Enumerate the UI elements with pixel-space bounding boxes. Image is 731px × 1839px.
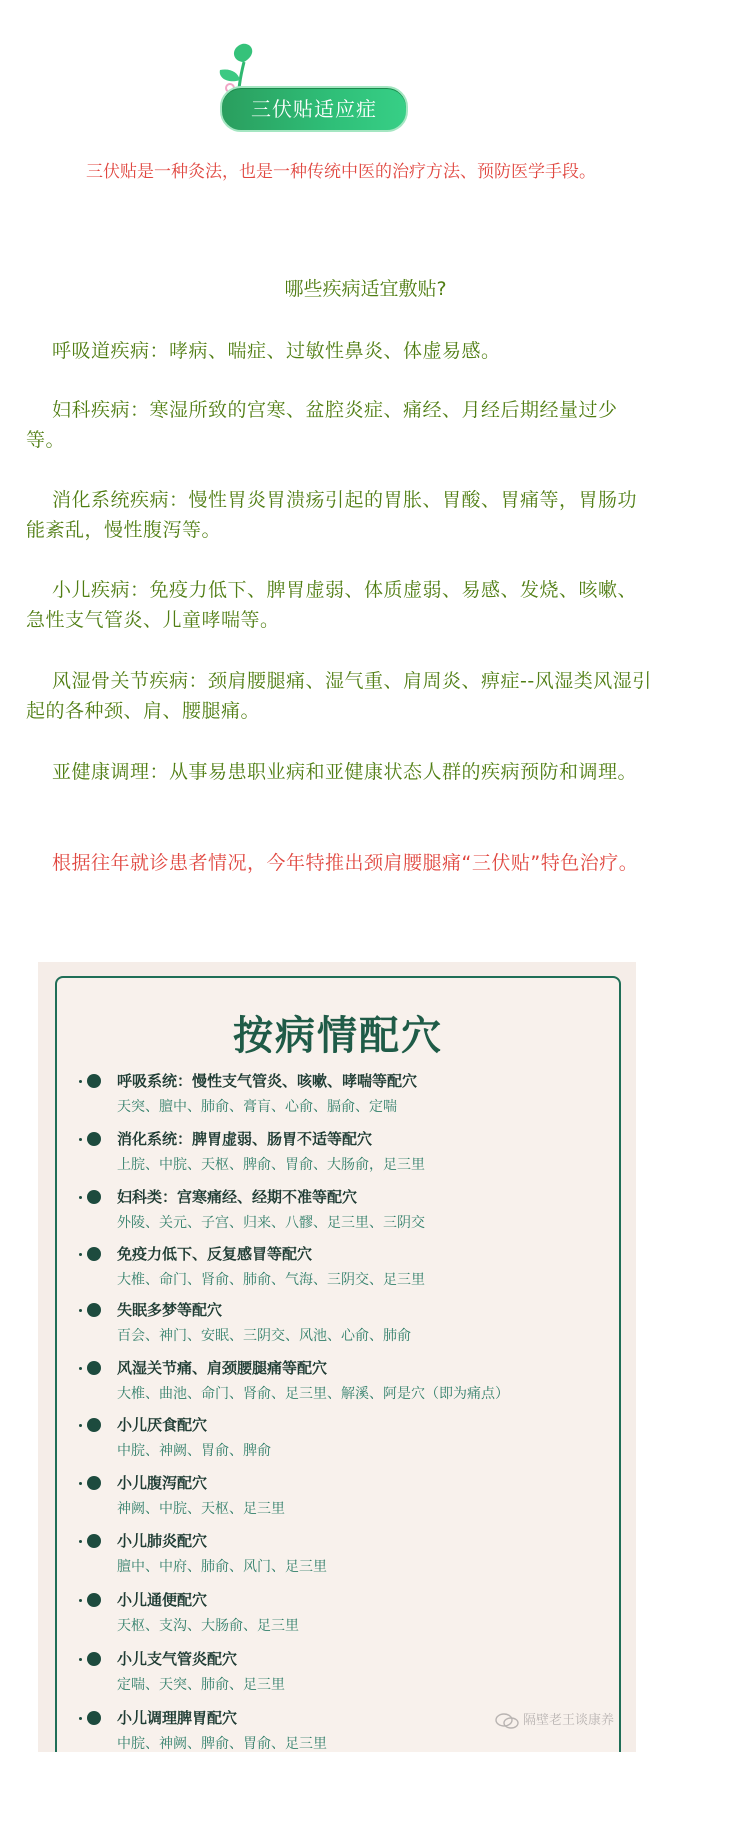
bullet-dot-icon [87,1652,101,1666]
acupoint-card [38,962,636,1752]
section-title-badge: 三伏贴适应症 [220,86,408,132]
question-heading: 哪些疾病适宜敷贴? [284,278,447,300]
bullet-dot-icon [87,1593,101,1607]
bullet-tick-icon [79,1424,82,1427]
bullet-dot-icon [87,1476,101,1490]
bullet-dot-icon [87,1418,101,1432]
bullet-tick-icon [79,1080,82,1083]
paragraph-pediatric: 小儿疾病：免疫力低下、脾胃虚弱、体质虚弱、易感、发烧、咳嗽、急性支气管炎、儿童哮喘等。 [26,579,638,631]
item-heading: 小儿支气管炎配穴 [117,1650,238,1668]
item-points: 大椎、命门、肾俞、肺俞、气海、三阴交、足三里 [117,1272,425,1288]
item-heading: 风湿关节痛、肩颈腰腿痛等配穴 [117,1359,328,1377]
bullet-dot-icon [87,1132,101,1146]
item-points: 膻中、中府、肺俞、风门、足三里 [117,1559,327,1575]
acupoint-card-frame [55,976,621,1752]
watermark [495,1711,614,1731]
item-heading: 免疫力低下、反复感冒等配穴 [117,1245,313,1263]
watermark-text: 隔壁老王谈康养 [523,1713,615,1728]
bullet-dot-icon [87,1711,101,1725]
item-heading: 小儿肺炎配穴 [117,1532,208,1550]
bullet-tick-icon [79,1309,82,1312]
item-heading: 失眠多梦等配穴 [117,1301,223,1319]
item-heading: 妇科类：宫寒痛经、经期不准等配穴 [117,1188,358,1206]
item-heading: 小儿调理脾胃配穴 [117,1709,238,1727]
bullet-tick-icon [79,1599,82,1602]
paragraph-special-offer: 根据往年就诊患者情况，今年特推出颈肩腰腿痛“三伏贴”特色治疗。 [52,852,639,874]
item-points: 上脘、中脘、天枢、脾俞、胃俞、大肠俞，足三里 [117,1157,425,1173]
item-points: 中脘、神阙、脾俞、胃俞、足三里 [117,1736,327,1752]
section-header [210,40,410,132]
bullet-dot-icon [87,1534,101,1548]
bullet-dot-icon [87,1247,101,1261]
paragraph-gynecology: 妇科疾病：寒湿所致的宫寒、盆腔炎症、痛经、月经后期经量过少等。 [26,399,618,451]
bullet-tick-icon [79,1367,82,1370]
bullet-tick-icon [79,1658,82,1661]
item-points: 天突、膻中、肺俞、膏肓、心俞、膈俞、定喘 [117,1099,397,1115]
item-heading: 小儿厌食配穴 [117,1416,208,1434]
item-heading: 小儿腹泻配穴 [117,1474,208,1492]
card-title: 按病情配穴 [233,1012,443,1059]
item-points: 中脘、神阙、胃俞、脾俞 [117,1443,271,1459]
bullet-tick-icon [79,1717,82,1720]
paragraph-subhealth: 亚健康调理：从事易患职业病和亚健康状态人群的疾病预防和调理。 [52,761,638,783]
bullet-tick-icon [79,1540,82,1543]
bullet-dot-icon [87,1074,101,1088]
bullet-tick-icon [79,1196,82,1199]
item-points: 百会、神门、安眠、三阴交、风池、心俞、肺俞 [117,1328,411,1344]
bullet-tick-icon [79,1138,82,1141]
bullet-dot-icon [87,1361,101,1375]
item-points: 天枢、支沟、大肠俞、足三里 [117,1618,299,1634]
item-points: 大椎、曲池、命门、肾俞、足三里、解溪、阿是穴（即为痛点） [117,1386,509,1402]
paragraph-rheumatism: 风湿骨关节疾病：颈肩腰腿痛、湿气重、肩周炎、痹症--风湿类风湿引起的各种颈、肩、腰腿痛。 [26,670,652,722]
paragraph-respiratory: 呼吸道疾病：哮病、喘症、过敏性鼻炎、体虚易感。 [52,340,501,362]
item-points: 定喘、天突、肺俞、足三里 [117,1677,285,1693]
bullet-tick-icon [79,1482,82,1485]
item-points: 神阙、中脘、天枢、足三里 [117,1501,285,1517]
intro-text: 三伏贴是一种灸法，也是一种传统中医的治疗方法、预防医学手段。 [86,162,596,182]
item-heading: 小儿通便配穴 [117,1591,208,1609]
item-heading: 呼吸系统：慢性支气管炎、咳嗽、哮喘等配穴 [117,1072,418,1090]
bullet-dot-icon [87,1303,101,1317]
paragraph-digestive: 消化系统疾病：慢性胃炎胃溃疡引起的胃胀、胃酸、胃痛等，胃肠功能紊乱，慢性腹泻等。 [26,489,638,541]
wechat-icon [495,1713,519,1729]
item-heading: 消化系统：脾胃虚弱、肠胃不适等配穴 [117,1130,373,1148]
item-points: 外陵、关元、子宫、归来、八髎、足三里、三阴交 [117,1215,425,1231]
bullet-dot-icon [87,1190,101,1204]
bullet-tick-icon [79,1253,82,1256]
